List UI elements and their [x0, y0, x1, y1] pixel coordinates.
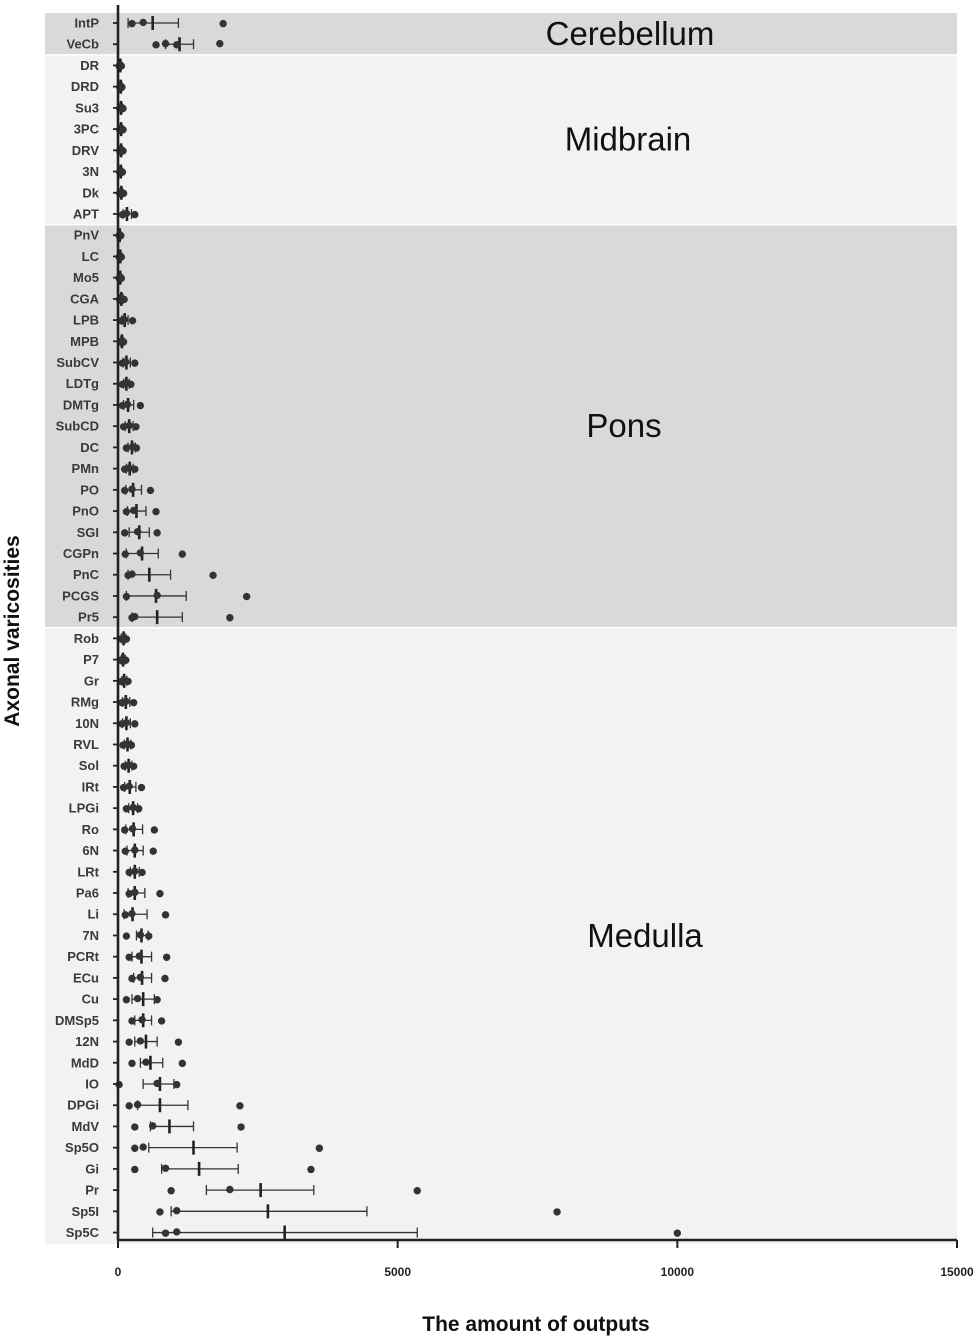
data-point-Ro	[129, 825, 136, 832]
data-point-MdD	[128, 1060, 135, 1067]
data-point-Sp5C	[162, 1229, 169, 1236]
data-point-IntP	[128, 20, 135, 27]
data-point-PO	[128, 486, 135, 493]
data-point-PCGS	[153, 592, 160, 599]
data-point-APT	[131, 211, 138, 218]
data-point-PnO	[130, 507, 137, 514]
data-point-Sp5O	[131, 1145, 138, 1152]
data-point-DMSp5	[128, 1017, 135, 1024]
data-point-Sp5I	[156, 1208, 163, 1215]
data-point-Sp5I	[553, 1208, 560, 1215]
y-tick-label-DMSp5: DMSp5	[54, 1012, 99, 1028]
y-tick-label-DMTg: DMTg	[62, 397, 99, 413]
y-tick-label-Sp5C: Sp5C	[65, 1225, 99, 1241]
y-tick-label-6N: 6N	[82, 843, 99, 859]
y-tick-label-PCGS: PCGS	[62, 588, 99, 604]
data-point-MdD	[179, 1060, 186, 1067]
data-point-SubCD	[132, 423, 139, 430]
data-point-DPGi	[134, 1101, 141, 1108]
data-point-6N	[150, 847, 157, 854]
y-tick-label-P7: P7	[83, 652, 99, 668]
y-tick-label-LPGi: LPGi	[68, 800, 99, 816]
data-point-Sp5O	[139, 1143, 146, 1150]
data-point-12N	[125, 1038, 132, 1045]
y-tick-label-Sp5I: Sp5I	[71, 1203, 99, 1219]
y-axis-title: Axonal varicosities	[1, 535, 24, 727]
y-tick-label-3N: 3N	[82, 164, 99, 180]
data-point-PO	[147, 487, 154, 494]
y-tick-label-IO: IO	[85, 1076, 99, 1092]
y-tick-label-Dk: Dk	[82, 185, 99, 201]
data-point-PCRt	[125, 954, 132, 961]
data-point-DMSp5	[158, 1017, 165, 1024]
data-point-VeCb	[162, 40, 169, 47]
data-point-Sp5C	[173, 1228, 180, 1235]
data-point-IO	[173, 1081, 180, 1088]
data-point-PCGS	[123, 593, 130, 600]
region-label-midbrain: Midbrain	[564, 120, 692, 158]
data-point-LRt	[138, 869, 145, 876]
data-point-MdV	[131, 1123, 138, 1130]
data-point-RMg	[122, 698, 129, 705]
y-tick-label-VeCb: VeCb	[66, 36, 99, 52]
data-point-CGPn	[137, 549, 144, 556]
data-point-Gi	[162, 1165, 169, 1172]
data-point-Rob	[123, 635, 130, 642]
data-point-Cu	[123, 996, 130, 1003]
data-point-DC	[123, 444, 130, 451]
data-point-Pr5	[131, 613, 138, 620]
data-point-LPGi	[135, 805, 142, 812]
y-tick-label-DC: DC	[80, 439, 99, 455]
y-tick-label-RMg: RMg	[70, 694, 99, 710]
data-point-Dk	[120, 190, 127, 197]
data-point-P7	[122, 657, 129, 664]
data-point-MPB	[120, 338, 127, 345]
data-point-SGI	[121, 529, 128, 536]
data-point-Li	[122, 911, 129, 918]
x-tick-label: 10000	[660, 1265, 695, 1279]
data-point-DMTg	[124, 401, 131, 408]
y-tick-label-PnO: PnO	[72, 503, 99, 519]
data-point-Cu	[134, 995, 141, 1002]
x-tick-label: 0	[114, 1265, 122, 1279]
y-tick-label-7N: 7N	[82, 927, 99, 943]
data-point-MdV	[149, 1122, 156, 1129]
y-tick-label-Cu: Cu	[81, 991, 99, 1007]
y-tick-label-LPB: LPB	[73, 312, 99, 328]
data-point-3N	[119, 168, 126, 175]
data-point-PMn	[131, 466, 138, 473]
y-tick-label-LC: LC	[81, 248, 99, 264]
y-tick-label-SGI: SGI	[76, 524, 99, 540]
data-point-7N	[137, 931, 144, 938]
data-point-Sp5O	[316, 1145, 323, 1152]
data-point-DMSp5	[138, 1016, 145, 1023]
x-tick-label: 5000	[384, 1265, 412, 1279]
data-point-MdD	[142, 1058, 149, 1065]
data-point-VeCb	[173, 41, 180, 48]
data-point-Pr	[167, 1187, 174, 1194]
y-tick-label-PO: PO	[80, 482, 99, 498]
data-point-DRV	[119, 147, 126, 154]
y-tick-label-MPB: MPB	[70, 333, 99, 349]
y-tick-label-Gr: Gr	[83, 673, 99, 689]
data-point-Gr	[124, 678, 131, 685]
y-tick-label-RVL: RVL	[73, 736, 99, 752]
data-point-RVL	[128, 741, 135, 748]
y-tick-label-Mo5: Mo5	[73, 270, 99, 286]
x-axis	[115, 1240, 974, 1279]
y-tick-label-PCRt: PCRt	[67, 949, 99, 965]
data-point-LDTg	[127, 381, 134, 388]
y-tick-label-IRt: IRt	[81, 779, 99, 795]
data-point-LPB	[120, 316, 127, 323]
y-tick-label-DPGi: DPGi	[67, 1097, 99, 1113]
data-point-6N	[122, 847, 129, 854]
y-tick-label-APT: APT	[73, 206, 99, 222]
data-point-IntP	[139, 19, 146, 26]
data-point-SubCV	[122, 358, 129, 365]
data-point-LPB	[129, 317, 136, 324]
data-point-Pr	[414, 1187, 421, 1194]
y-tick-label-10N: 10N	[75, 715, 99, 731]
region-label-pons: Pons	[586, 407, 662, 445]
y-tick-label-Sp5O: Sp5O	[65, 1140, 99, 1156]
data-point-7N	[145, 932, 152, 939]
data-point-Ro	[151, 826, 158, 833]
y-tick-label-12N: 12N	[75, 1034, 99, 1050]
data-point-PO	[121, 487, 128, 494]
y-tick-label-Su3: Su3	[75, 100, 99, 116]
data-point-DRD	[118, 84, 125, 91]
data-point-DC	[133, 444, 140, 451]
data-point-CGPn	[122, 550, 129, 557]
data-point-PnO	[123, 508, 130, 515]
data-point-VeCb	[216, 40, 223, 47]
y-tick-label-IntP: IntP	[74, 15, 99, 31]
data-point-Pa6	[131, 889, 138, 896]
y-tick-label-LDTg: LDTg	[65, 376, 99, 392]
x-tick-label: 15000	[940, 1265, 974, 1279]
data-point-VeCb	[152, 41, 159, 48]
data-point-CGPn	[179, 550, 186, 557]
data-point-APT	[123, 210, 130, 217]
region-bands	[45, 13, 957, 1244]
y-tick-label-Ro: Ro	[81, 821, 99, 837]
data-point-10N	[131, 720, 138, 727]
y-tick-label-3PC: 3PC	[73, 121, 99, 137]
y-tick-label-Rob: Rob	[73, 630, 99, 646]
y-tick-label-SubCV: SubCV	[56, 355, 99, 371]
data-point-10N	[123, 719, 130, 726]
data-point-Sp5I	[173, 1207, 180, 1214]
data-point-Sp5C	[674, 1229, 681, 1236]
region-band-pons	[45, 225, 957, 628]
y-tick-label-Sol: Sol	[78, 758, 99, 774]
y-tick-label-CGA: CGA	[70, 291, 99, 307]
y-tick-label-MdD: MdD	[70, 1055, 99, 1071]
data-point-PCRt	[163, 954, 170, 961]
data-point-ECu	[161, 975, 168, 982]
y-tick-label-Pr: Pr	[85, 1182, 99, 1198]
data-point-12N	[137, 1037, 144, 1044]
data-point-RMg	[130, 699, 137, 706]
x-axis-title: The amount of outputs	[422, 1313, 650, 1336]
data-point-SGI	[153, 529, 160, 536]
data-point-ECu	[137, 974, 144, 981]
data-point-Pa6	[156, 890, 163, 897]
y-tick-label-PMn: PMn	[71, 461, 99, 477]
data-point-PnC	[128, 570, 135, 577]
data-point-SGI	[134, 528, 141, 535]
y-tick-label-Gi: Gi	[85, 1161, 99, 1177]
data-point-6N	[131, 846, 138, 853]
data-point-Su3	[119, 105, 126, 112]
y-tick-label-DRD: DRD	[70, 79, 99, 95]
data-point-Cu	[153, 996, 160, 1003]
data-point-Gi	[131, 1166, 138, 1173]
y-tick-label-SubCD: SubCD	[55, 418, 99, 434]
data-point-IRt	[138, 784, 145, 791]
data-point-3PC	[119, 126, 126, 133]
data-point-CGA	[120, 296, 127, 303]
y-tick-label-CGPn: CGPn	[62, 546, 99, 561]
data-point-IO	[153, 1080, 160, 1087]
y-tick-label-Pa6: Pa6	[75, 885, 99, 901]
y-tick-label-Pr5: Pr5	[78, 609, 99, 625]
y-tick-label-PnC: PnC	[73, 567, 99, 583]
data-point-Gi	[307, 1166, 314, 1173]
region-band-midbrain	[45, 55, 957, 225]
data-point-Li	[162, 911, 169, 918]
y-tick-label-MdV: MdV	[71, 1118, 99, 1134]
data-point-DPGi	[125, 1102, 132, 1109]
region-band-cerebellum	[45, 13, 957, 55]
data-point-Pr5	[226, 614, 233, 621]
data-point-LRt	[131, 868, 138, 875]
data-point-Sol	[130, 763, 137, 770]
data-point-IRt	[125, 783, 132, 790]
data-point-ECu	[128, 975, 135, 982]
region-band-medulla	[45, 628, 957, 1244]
region-label-medulla: Medulla	[587, 916, 703, 954]
data-point-DPGi	[236, 1102, 243, 1109]
y-tick-label-DRV: DRV	[71, 142, 99, 158]
data-point-Ro	[121, 826, 128, 833]
data-point-Li	[128, 910, 135, 917]
data-point-PCRt	[136, 952, 143, 959]
data-point-PCGS	[243, 593, 250, 600]
y-tick-label-PnV: PnV	[73, 227, 99, 243]
y-tick-label-LRt: LRt	[77, 864, 99, 880]
data-point-Pr	[226, 1186, 233, 1193]
region-label-cerebellum: Cerebellum	[545, 14, 715, 52]
data-point-IntP	[219, 20, 226, 27]
data-point-PnC	[209, 572, 216, 579]
y-tick-label-Li: Li	[87, 906, 99, 922]
data-point-DMTg	[137, 402, 144, 409]
y-tick-label-ECu: ECu	[73, 970, 99, 986]
data-point-PnO	[152, 508, 159, 515]
data-point-LPGi	[123, 805, 130, 812]
data-point-MdV	[237, 1123, 244, 1130]
data-point-12N	[175, 1038, 182, 1045]
y-tick-label-DR: DR	[80, 57, 99, 73]
data-point-7N	[123, 932, 130, 939]
data-point-SubCD	[125, 422, 132, 429]
data-point-SubCV	[131, 359, 138, 366]
